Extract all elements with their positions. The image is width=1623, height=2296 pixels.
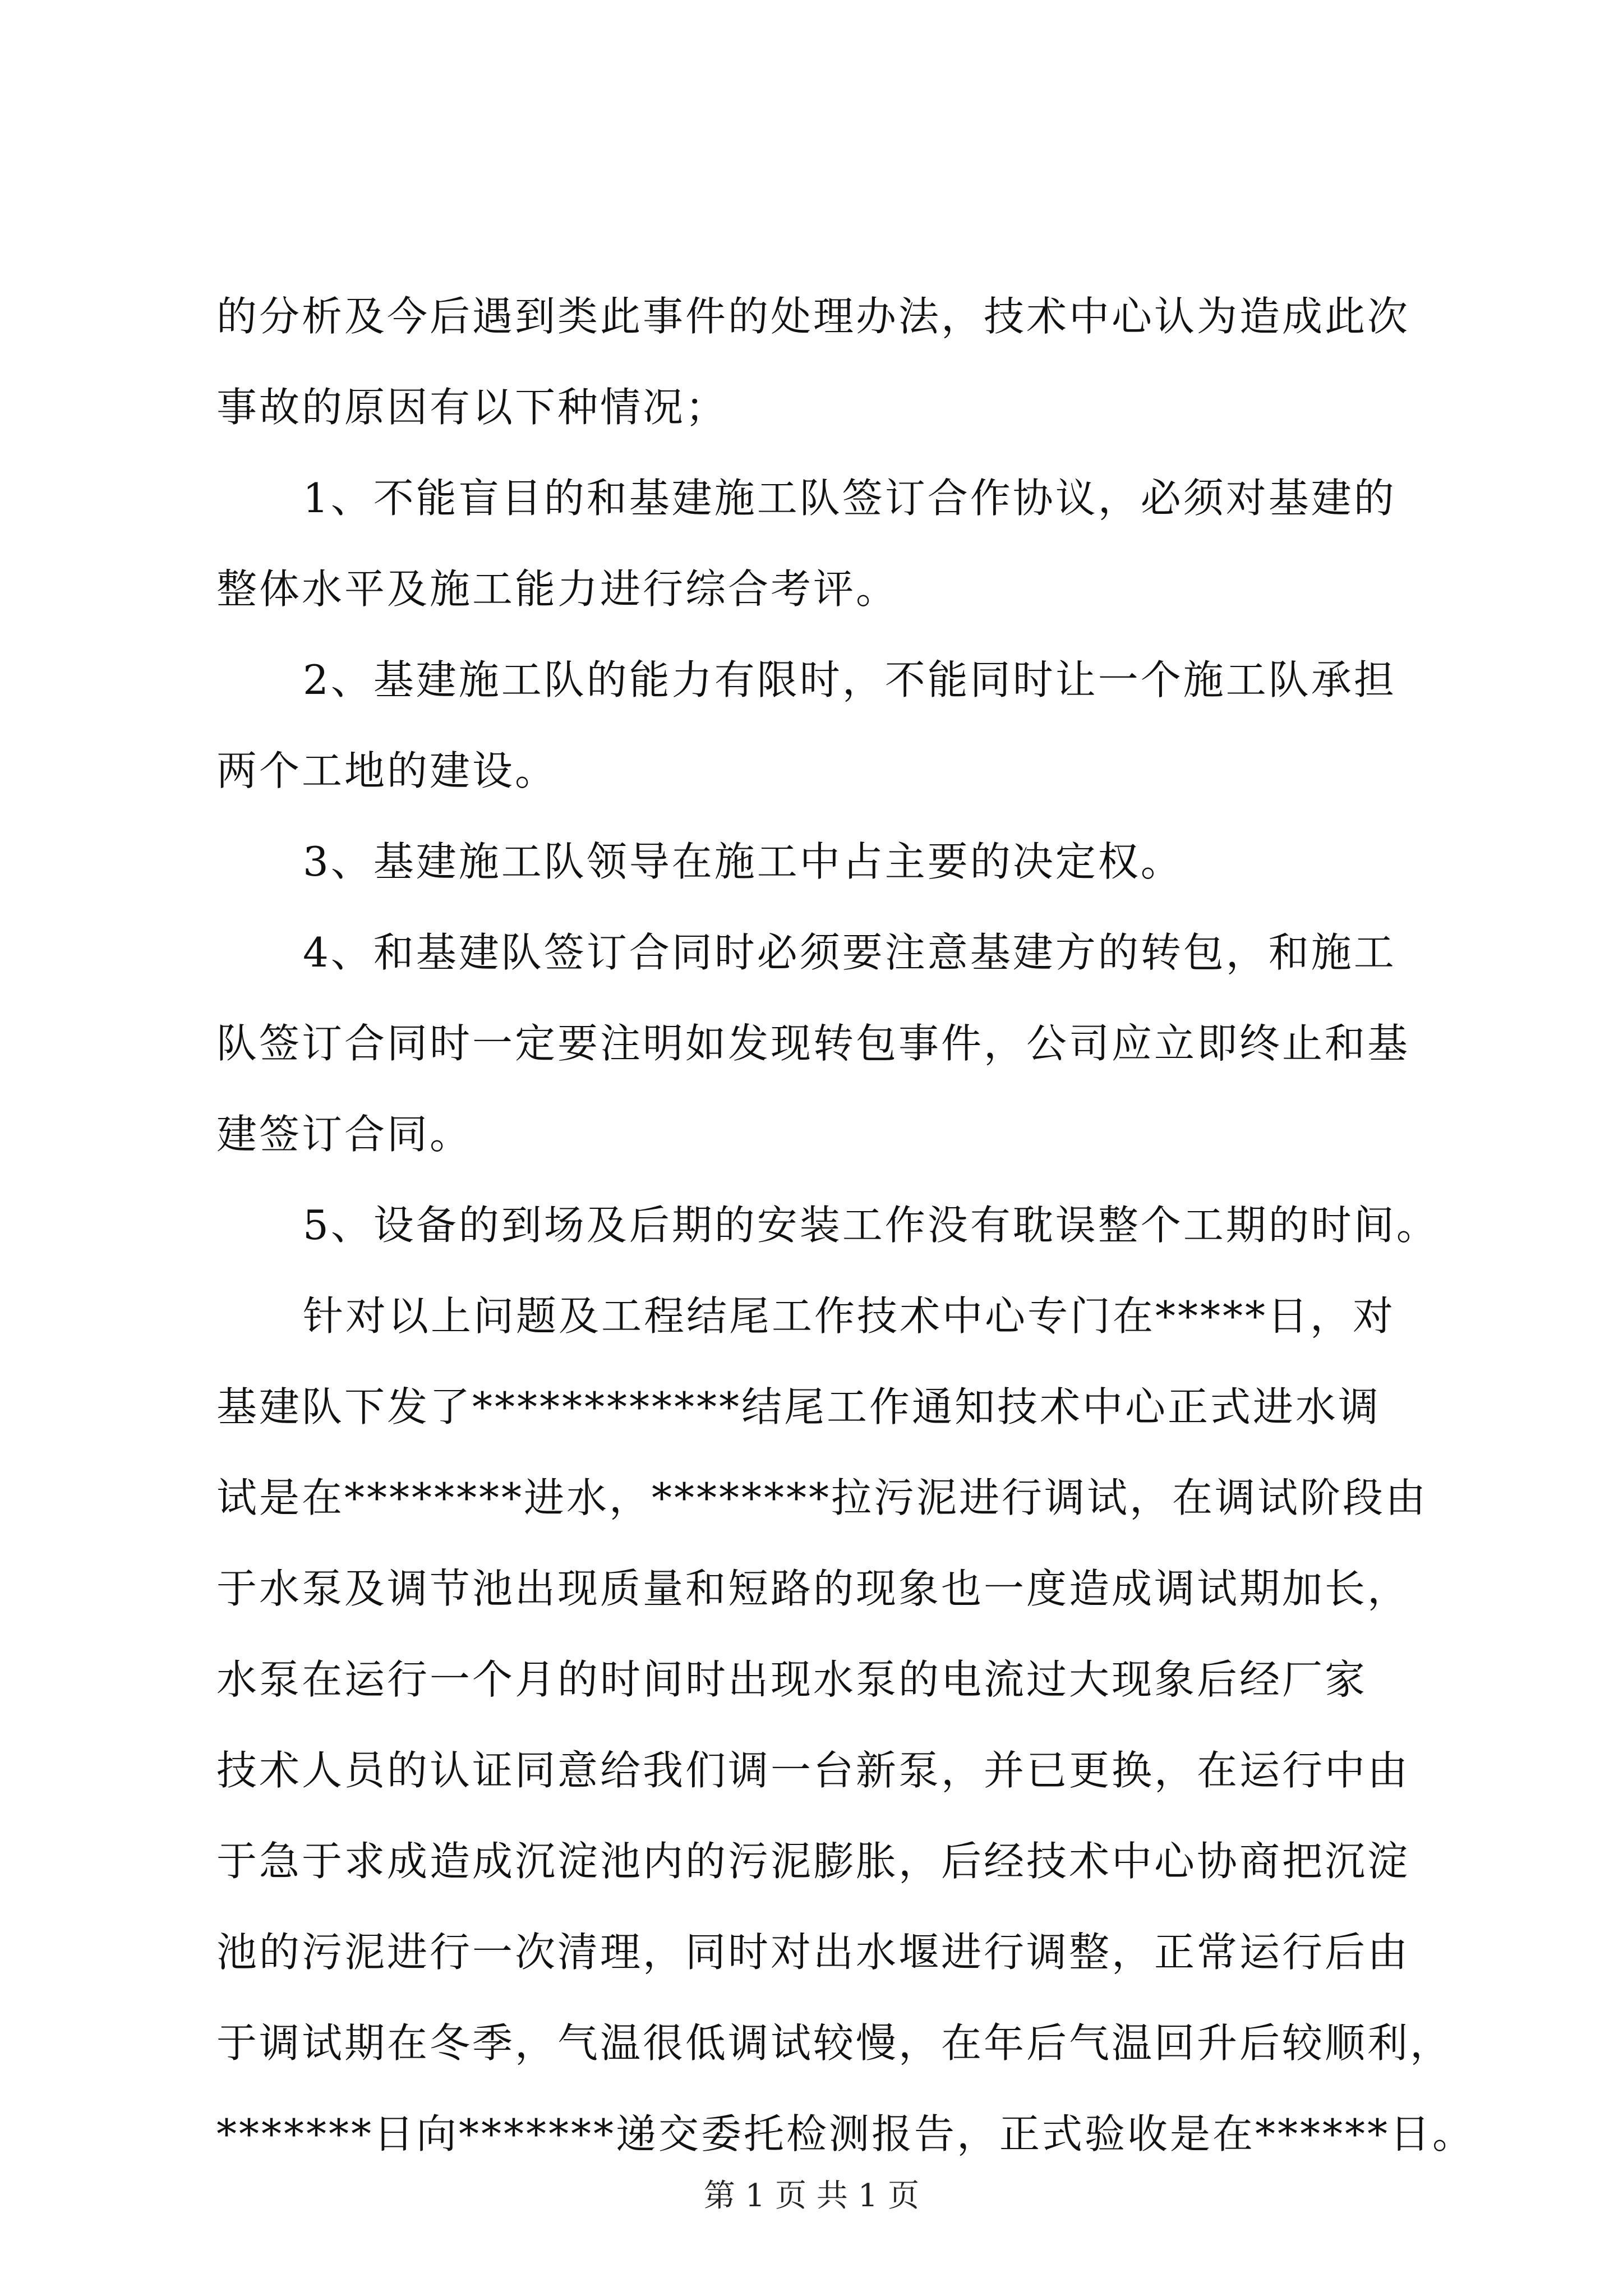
paragraph-line: 事故的原因有以下种情况； — [216, 384, 728, 431]
list-item-4: 4、和基建队签订合同时必须要注意基建方的转包，和施工 — [303, 929, 1396, 976]
paragraph-line: *******日向*******递交委托检测报告，正式验收是在******日。 — [216, 2110, 1476, 2157]
list-item-2: 2、基建施工队的能力有限时，不能同时让一个施工队承担 — [303, 656, 1396, 703]
paragraph-line: 试是在********进水，********拉污泥进行调试，在调试阶段由 — [216, 1474, 1428, 1521]
paragraph-line: 技术人员的认证同意给我们调一台新泵，并已更换，在运行中由 — [216, 1747, 1410, 1794]
paragraph-line: 建签订合同。 — [216, 1111, 473, 1158]
list-item-1: 1、不能盲目的和基建施工队签订合作协议，必须对基建的 — [303, 475, 1396, 522]
paragraph-line: 两个工地的建设。 — [216, 747, 558, 794]
paragraph-line: 于水泵及调节池出现质量和短路的现象也一度造成调试期加长， — [216, 1565, 1410, 1612]
paragraph-line: 整体水平及施工能力进行综合考评。 — [216, 565, 899, 613]
page-footer: 第 1 页 共 1 页 — [703, 2178, 920, 2214]
paragraph-line: 水泵在运行一个月的时间时出现水泵的电流过大现象后经厂家 — [216, 1656, 1368, 1703]
paragraph-line: 针对以上问题及工程结尾工作技术中心专门在*****日，对 — [303, 1292, 1396, 1340]
paragraph-line: 于急于求成造成沉淀池内的污泥膨胀，后经技术中心协商把沉淀 — [216, 1838, 1410, 1885]
paragraph-line: 池的污泥进行一次清理，同时对出水堰进行调整，正常运行后由 — [216, 1929, 1410, 1976]
paragraph-line: 的分析及今后遇到类此事件的处理办法，技术中心认为造成此次 — [216, 293, 1410, 340]
paragraph-line: 基建队下发了************结尾工作通知技术中心正式进水调 — [216, 1383, 1381, 1430]
paragraph-line: 于调试期在冬季，气温很低调试较慢，在年后气温回升后较顺利， — [216, 2019, 1453, 2067]
list-item-3: 3、基建施工队领导在施工中占主要的决定权。 — [303, 838, 1183, 885]
paragraph-line: 队签订合同时一定要注明如发现转包事件，公司应立即终止和基 — [216, 1020, 1410, 1067]
list-item-5: 5、设备的到场及后期的安装工作没有耽误整个工期的时间。 — [303, 1202, 1439, 1249]
